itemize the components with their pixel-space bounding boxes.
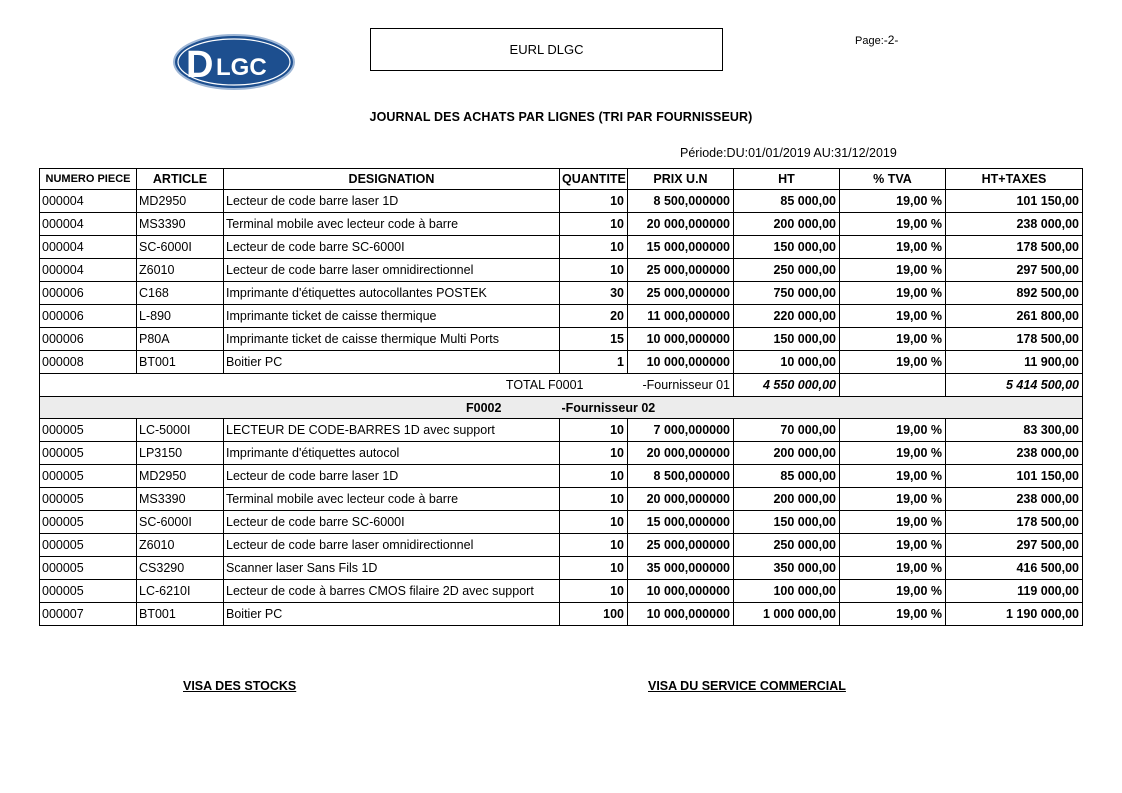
cell-ht: 85 000,00 [734,190,840,213]
cell-prix-un: 20 000,000000 [628,442,734,465]
cell-designation: LECTEUR DE CODE-BARRES 1D avec support [224,419,560,442]
cell-quantite: 30 [560,282,628,305]
visa-commercial: VISA DU SERVICE COMMERCIAL [648,679,846,693]
cell-prix-un: 25 000,000000 [628,259,734,282]
total-ttc: 5 414 500,00 [946,374,1083,397]
cell-tva: 19,00 % [840,190,946,213]
cell-ht: 200 000,00 [734,213,840,236]
cell-numero-piece: 000004 [40,213,137,236]
cell-designation: Terminal mobile avec lecteur code à barre [224,488,560,511]
cell-quantite: 10 [560,259,628,282]
table-row [40,282,1083,305]
cell-quantite: 10 [560,213,628,236]
table-row [40,534,1083,557]
cell-ht-taxes: 416 500,00 [946,557,1083,580]
report-period: Période:DU:01/01/2019 AU:31/12/2019 [680,146,897,160]
cell-ht: 85 000,00 [734,465,840,488]
cell-tva: 19,00 % [840,465,946,488]
cell-quantite: 10 [560,580,628,603]
cell-tva: 19,00 % [840,305,946,328]
svg-text:D: D [186,44,214,86]
cell-quantite: 10 [560,236,628,259]
col-article: ARTICLE [137,169,224,190]
cell-tva: 19,00 % [840,534,946,557]
cell-ht: 150 000,00 [734,236,840,259]
cell-ht: 750 000,00 [734,282,840,305]
cell-numero-piece: 000005 [40,488,137,511]
cell-designation: Boitier PC [224,603,560,626]
company-name: EURL DLGC [509,42,584,57]
cell-article: MS3390 [137,488,224,511]
cell-prix-un: 15 000,000000 [628,236,734,259]
table-row [40,557,1083,580]
cell-ht: 10 000,00 [734,351,840,374]
cell-ht-taxes: 238 000,00 [946,213,1083,236]
cell-numero-piece: 000006 [40,305,137,328]
cell-quantite: 10 [560,190,628,213]
cell-ht: 250 000,00 [734,259,840,282]
cell-designation: Imprimante ticket de caisse thermique [224,305,560,328]
cell-quantite: 20 [560,305,628,328]
cell-tva: 19,00 % [840,511,946,534]
cell-prix-un: 35 000,000000 [628,557,734,580]
cell-article: BT001 [137,603,224,626]
cell-ht-taxes: 178 500,00 [946,328,1083,351]
cell-article: SC-6000I [137,236,224,259]
table-header-row [40,169,1083,190]
table-row [40,213,1083,236]
cell-numero-piece: 000005 [40,557,137,580]
cell-numero-piece: 000004 [40,236,137,259]
report-title: JOURNAL DES ACHATS PAR LIGNES (TRI PAR FOURNISSEUR) [369,110,753,124]
cell-ht-taxes: 261 800,00 [946,305,1083,328]
cell-ht-taxes: 101 150,00 [946,190,1083,213]
cell-article: MS3390 [137,213,224,236]
cell-article: MD2950 [137,190,224,213]
cell-numero-piece: 000007 [40,603,137,626]
cell-designation: Lecteur de code barre SC-6000I [224,511,560,534]
dlgc-logo [172,33,296,91]
cell-ht: 350 000,00 [734,557,840,580]
group-supplier: -Fournisseur 02 [561,400,656,415]
table-row [40,305,1083,328]
cell-ht: 250 000,00 [734,534,840,557]
cell-designation: Lecteur de code barre laser omnidirectionnel [224,259,560,282]
cell-quantite: 10 [560,534,628,557]
table-row [40,442,1083,465]
cell-numero-piece: 000005 [40,534,137,557]
cell-designation: Imprimante ticket de caisse thermique Multi Ports [224,328,560,351]
cell-prix-un: 20 000,000000 [628,488,734,511]
cell-designation: Boitier PC [224,351,560,374]
cell-tva: 19,00 % [840,328,946,351]
cell-numero-piece: 000005 [40,465,137,488]
cell-ht: 1 000 000,00 [734,603,840,626]
cell-article: P80A [137,328,224,351]
cell-numero-piece: 000008 [40,351,137,374]
cell-article: L-890 [137,305,224,328]
visa-stocks: VISA DES STOCKS [183,679,297,693]
col-numero-piece: NUMERO PIECE [40,169,137,190]
cell-tva: 19,00 % [840,603,946,626]
cell-ht-taxes: 1 190 000,00 [946,603,1083,626]
col-ht-taxes: HT+TAXES [946,169,1083,190]
cell-designation: Lecteur de code barre SC-6000I [224,236,560,259]
total-tva-empty [840,374,946,397]
cell-prix-un: 10 000,000000 [628,603,734,626]
cell-ht-taxes: 11 900,00 [946,351,1083,374]
cell-quantite: 15 [560,328,628,351]
cell-ht-taxes: 297 500,00 [946,534,1083,557]
cell-prix-un: 8 500,000000 [628,465,734,488]
cell-quantite: 10 [560,488,628,511]
svg-text:LGC: LGC [216,54,267,81]
company-name-box [370,28,723,71]
table-row [40,259,1083,282]
cell-designation: Terminal mobile avec lecteur code à barre [224,213,560,236]
cell-numero-piece: 000005 [40,442,137,465]
cell-designation: Lecteur de code barre laser omnidirectionnel [224,534,560,557]
cell-prix-un: 20 000,000000 [628,213,734,236]
cell-tva: 19,00 % [840,557,946,580]
total-supplier: -Fournisseur 01 [628,374,734,397]
col-tva: % TVA [840,169,946,190]
cell-tva: 19,00 % [840,580,946,603]
cell-ht: 70 000,00 [734,419,840,442]
cell-designation: Scanner laser Sans Fils 1D [224,557,560,580]
cell-prix-un: 10 000,000000 [628,580,734,603]
cell-article: Z6010 [137,259,224,282]
table-row [40,236,1083,259]
cell-article: MD2950 [137,465,224,488]
table-row [40,488,1083,511]
total-row-f0001 [40,374,1083,397]
col-prix-un: PRIX U.N [628,169,734,190]
cell-numero-piece: 000004 [40,190,137,213]
cell-tva: 19,00 % [840,236,946,259]
cell-quantite: 10 [560,442,628,465]
table-row [40,580,1083,603]
cell-article: CS3290 [137,557,224,580]
purchases-table [39,168,1083,626]
cell-tva: 19,00 % [840,351,946,374]
cell-article: BT001 [137,351,224,374]
cell-tva: 19,00 % [840,488,946,511]
table-row [40,351,1083,374]
cell-ht: 150 000,00 [734,328,840,351]
cell-ht: 200 000,00 [734,442,840,465]
cell-ht-taxes: 178 500,00 [946,236,1083,259]
cell-tva: 19,00 % [840,419,946,442]
cell-numero-piece: 000005 [40,511,137,534]
table-row [40,419,1083,442]
cell-numero-piece: 000005 [40,580,137,603]
cell-prix-un: 15 000,000000 [628,511,734,534]
cell-tva: 19,00 % [840,259,946,282]
cell-prix-un: 25 000,000000 [628,534,734,557]
cell-quantite: 10 [560,419,628,442]
cell-quantite: 10 [560,465,628,488]
cell-article: LC-6210I [137,580,224,603]
cell-article: C168 [137,282,224,305]
cell-ht-taxes: 178 500,00 [946,511,1083,534]
cell-ht-taxes: 238 000,00 [946,442,1083,465]
cell-quantite: 10 [560,557,628,580]
cell-ht-taxes: 238 000,00 [946,488,1083,511]
table-row [40,190,1083,213]
cell-numero-piece: 000005 [40,419,137,442]
total-ht: 4 550 000,00 [734,374,840,397]
cell-prix-un: 8 500,000000 [628,190,734,213]
cell-prix-un: 10 000,000000 [628,351,734,374]
cell-prix-un: 25 000,000000 [628,282,734,305]
cell-article: LC-5000I [137,419,224,442]
cell-ht-taxes: 101 150,00 [946,465,1083,488]
col-ht: HT [734,169,840,190]
table-row [40,465,1083,488]
group2-rows [40,419,1083,626]
group1-rows [40,190,1083,374]
cell-ht-taxes: 892 500,00 [946,282,1083,305]
cell-quantite: 100 [560,603,628,626]
total-label: TOTAL F0001 [40,374,628,397]
cell-quantite: 10 [560,511,628,534]
cell-ht: 200 000,00 [734,488,840,511]
cell-designation: Imprimante d'étiquettes autocollantes POSTEK [224,282,560,305]
table-row [40,511,1083,534]
cell-article: LP3150 [137,442,224,465]
cell-numero-piece: 000006 [40,282,137,305]
cell-prix-un: 11 000,000000 [628,305,734,328]
cell-ht: 100 000,00 [734,580,840,603]
cell-tva: 19,00 % [840,213,946,236]
cell-ht-taxes: 119 000,00 [946,580,1083,603]
cell-designation: Lecteur de code barre laser 1D [224,190,560,213]
group-header-f0002 [40,397,1083,419]
cell-ht: 150 000,00 [734,511,840,534]
cell-quantite: 1 [560,351,628,374]
cell-article: Z6010 [137,534,224,557]
cell-tva: 19,00 % [840,282,946,305]
cell-numero-piece: 000004 [40,259,137,282]
group-code: F0002 [466,400,502,415]
cell-ht: 220 000,00 [734,305,840,328]
cell-ht-taxes: 297 500,00 [946,259,1083,282]
cell-prix-un: 10 000,000000 [628,328,734,351]
cell-article: SC-6000I [137,511,224,534]
page-number: Page:-2- [855,33,899,47]
cell-designation: Lecteur de code barre laser 1D [224,465,560,488]
cell-ht-taxes: 83 300,00 [946,419,1083,442]
cell-designation: Imprimante d'étiquettes autocol [224,442,560,465]
cell-tva: 19,00 % [840,442,946,465]
col-quantite: QUANTITE [560,169,628,190]
col-designation: DESIGNATION [224,169,560,190]
table-row [40,328,1083,351]
cell-numero-piece: 000006 [40,328,137,351]
cell-designation: Lecteur de code à barres CMOS filaire 2D avec support [224,580,560,603]
cell-prix-un: 7 000,000000 [628,419,734,442]
table-row [40,603,1083,626]
